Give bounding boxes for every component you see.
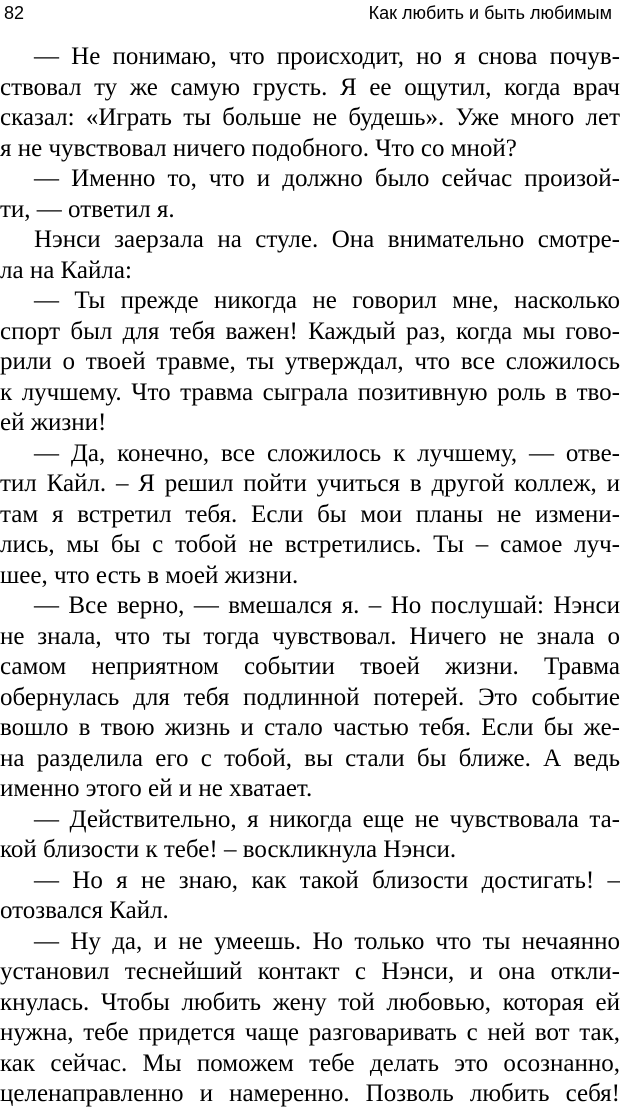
text-line: кой близости к тебе! – воскликнула Нэнси. — [0, 836, 457, 863]
text-line: ла на Кайла: — [0, 256, 132, 284]
text-line: к лучшему. Что травма сыграла позитивную роль в тво- — [0, 378, 620, 406]
text-line: обернулась для тебя подлинной потерей. Это событие — [0, 683, 620, 711]
text-line: тил Кайл. – Я решил пойти учиться в другой коллеж, и — [0, 470, 620, 497]
text-line: рили о твоей травме, ты утверждал, что все сложилось — [0, 348, 620, 375]
text-line: там я встретил тебя. Если бы мои планы не измени- — [0, 500, 620, 528]
paragraph-first-line: — Но я не знаю, как такой близости достигать! – — [34, 866, 620, 894]
paragraph-first-line: — Действительно, я никогда еще не чувствовала та- — [34, 805, 620, 833]
paragraph-first-line: — Не понимаю, что происходит, но я снова почув- — [34, 43, 620, 70]
text-line: кнулась. Чтобы любить жену той любовью, которая ей — [0, 988, 620, 1016]
paragraph-first-line: — Да, конечно, все сложилось к лучшему, — отве- — [34, 439, 620, 467]
page-number: 82 — [4, 3, 25, 23]
text-line: ствовал ту же самую грусть. Я ее ощутил, когда врач — [0, 73, 620, 101]
text-line: целенаправленно и намеренно. Позволь любить себя! — [0, 1080, 620, 1107]
text-line: я не чувствовал ничего подобного. Что со мной? — [0, 134, 517, 162]
text-line: сказал: «Играть ты больше не будешь». Уже много лет — [0, 104, 620, 131]
text-line: спорт был для тебя важен! Каждый раз, когда мы гово- — [0, 317, 620, 345]
paragraph-first-line: — Именно то, что и должно было сейчас произой- — [34, 165, 620, 192]
text-line: не знала, что ты тогда чувствовал. Ничего не знала о — [0, 622, 620, 650]
text-line: шее, что есть в моей жизни. — [0, 561, 299, 589]
text-line: как сейчас. Мы поможем тебе делать это осознанно, — [0, 1049, 620, 1077]
paragraph-first-line: — Ты прежде никогда не говорил мне, насколько — [34, 287, 620, 314]
paragraph-first-line: Нэнси заерзала на стуле. Она внимательно смотре- — [34, 226, 620, 253]
text-line: ти, — ответил я. — [0, 195, 175, 223]
text-line: вошло в твою жизнь и стало частью тебя. Если бы же- — [0, 714, 620, 741]
book-title: Как любить и быть любимым — [368, 3, 612, 23]
paragraph-first-line: — Ну да, и не умеешь. Но только что ты нечаянно — [34, 927, 620, 955]
text-line: самом неприятном событии твоей жизни. Травма — [0, 653, 620, 680]
text-line: лись, мы бы с тобой не встретились. Ты – самое луч- — [0, 531, 620, 558]
running-head — [0, 0, 612, 30]
text-line: на разделила его с тобой, вы стали бы ближе. А ведь — [0, 744, 620, 772]
text-line: отозвался Кайл. — [0, 897, 169, 924]
text-line: ей жизни! — [0, 409, 107, 436]
text-line: именно этого ей и не хватает. — [0, 775, 313, 802]
body-text — [0, 42, 620, 1110]
text-line: установил теснейший контакт с Нэнси, и она откли- — [0, 958, 620, 985]
text-line: нужна, тебе придется чаще разговаривать с ней вот так, — [0, 1019, 620, 1046]
paragraph-first-line: — Все верно, — вмешался я. – Но послушай: Нэнси — [34, 592, 620, 619]
